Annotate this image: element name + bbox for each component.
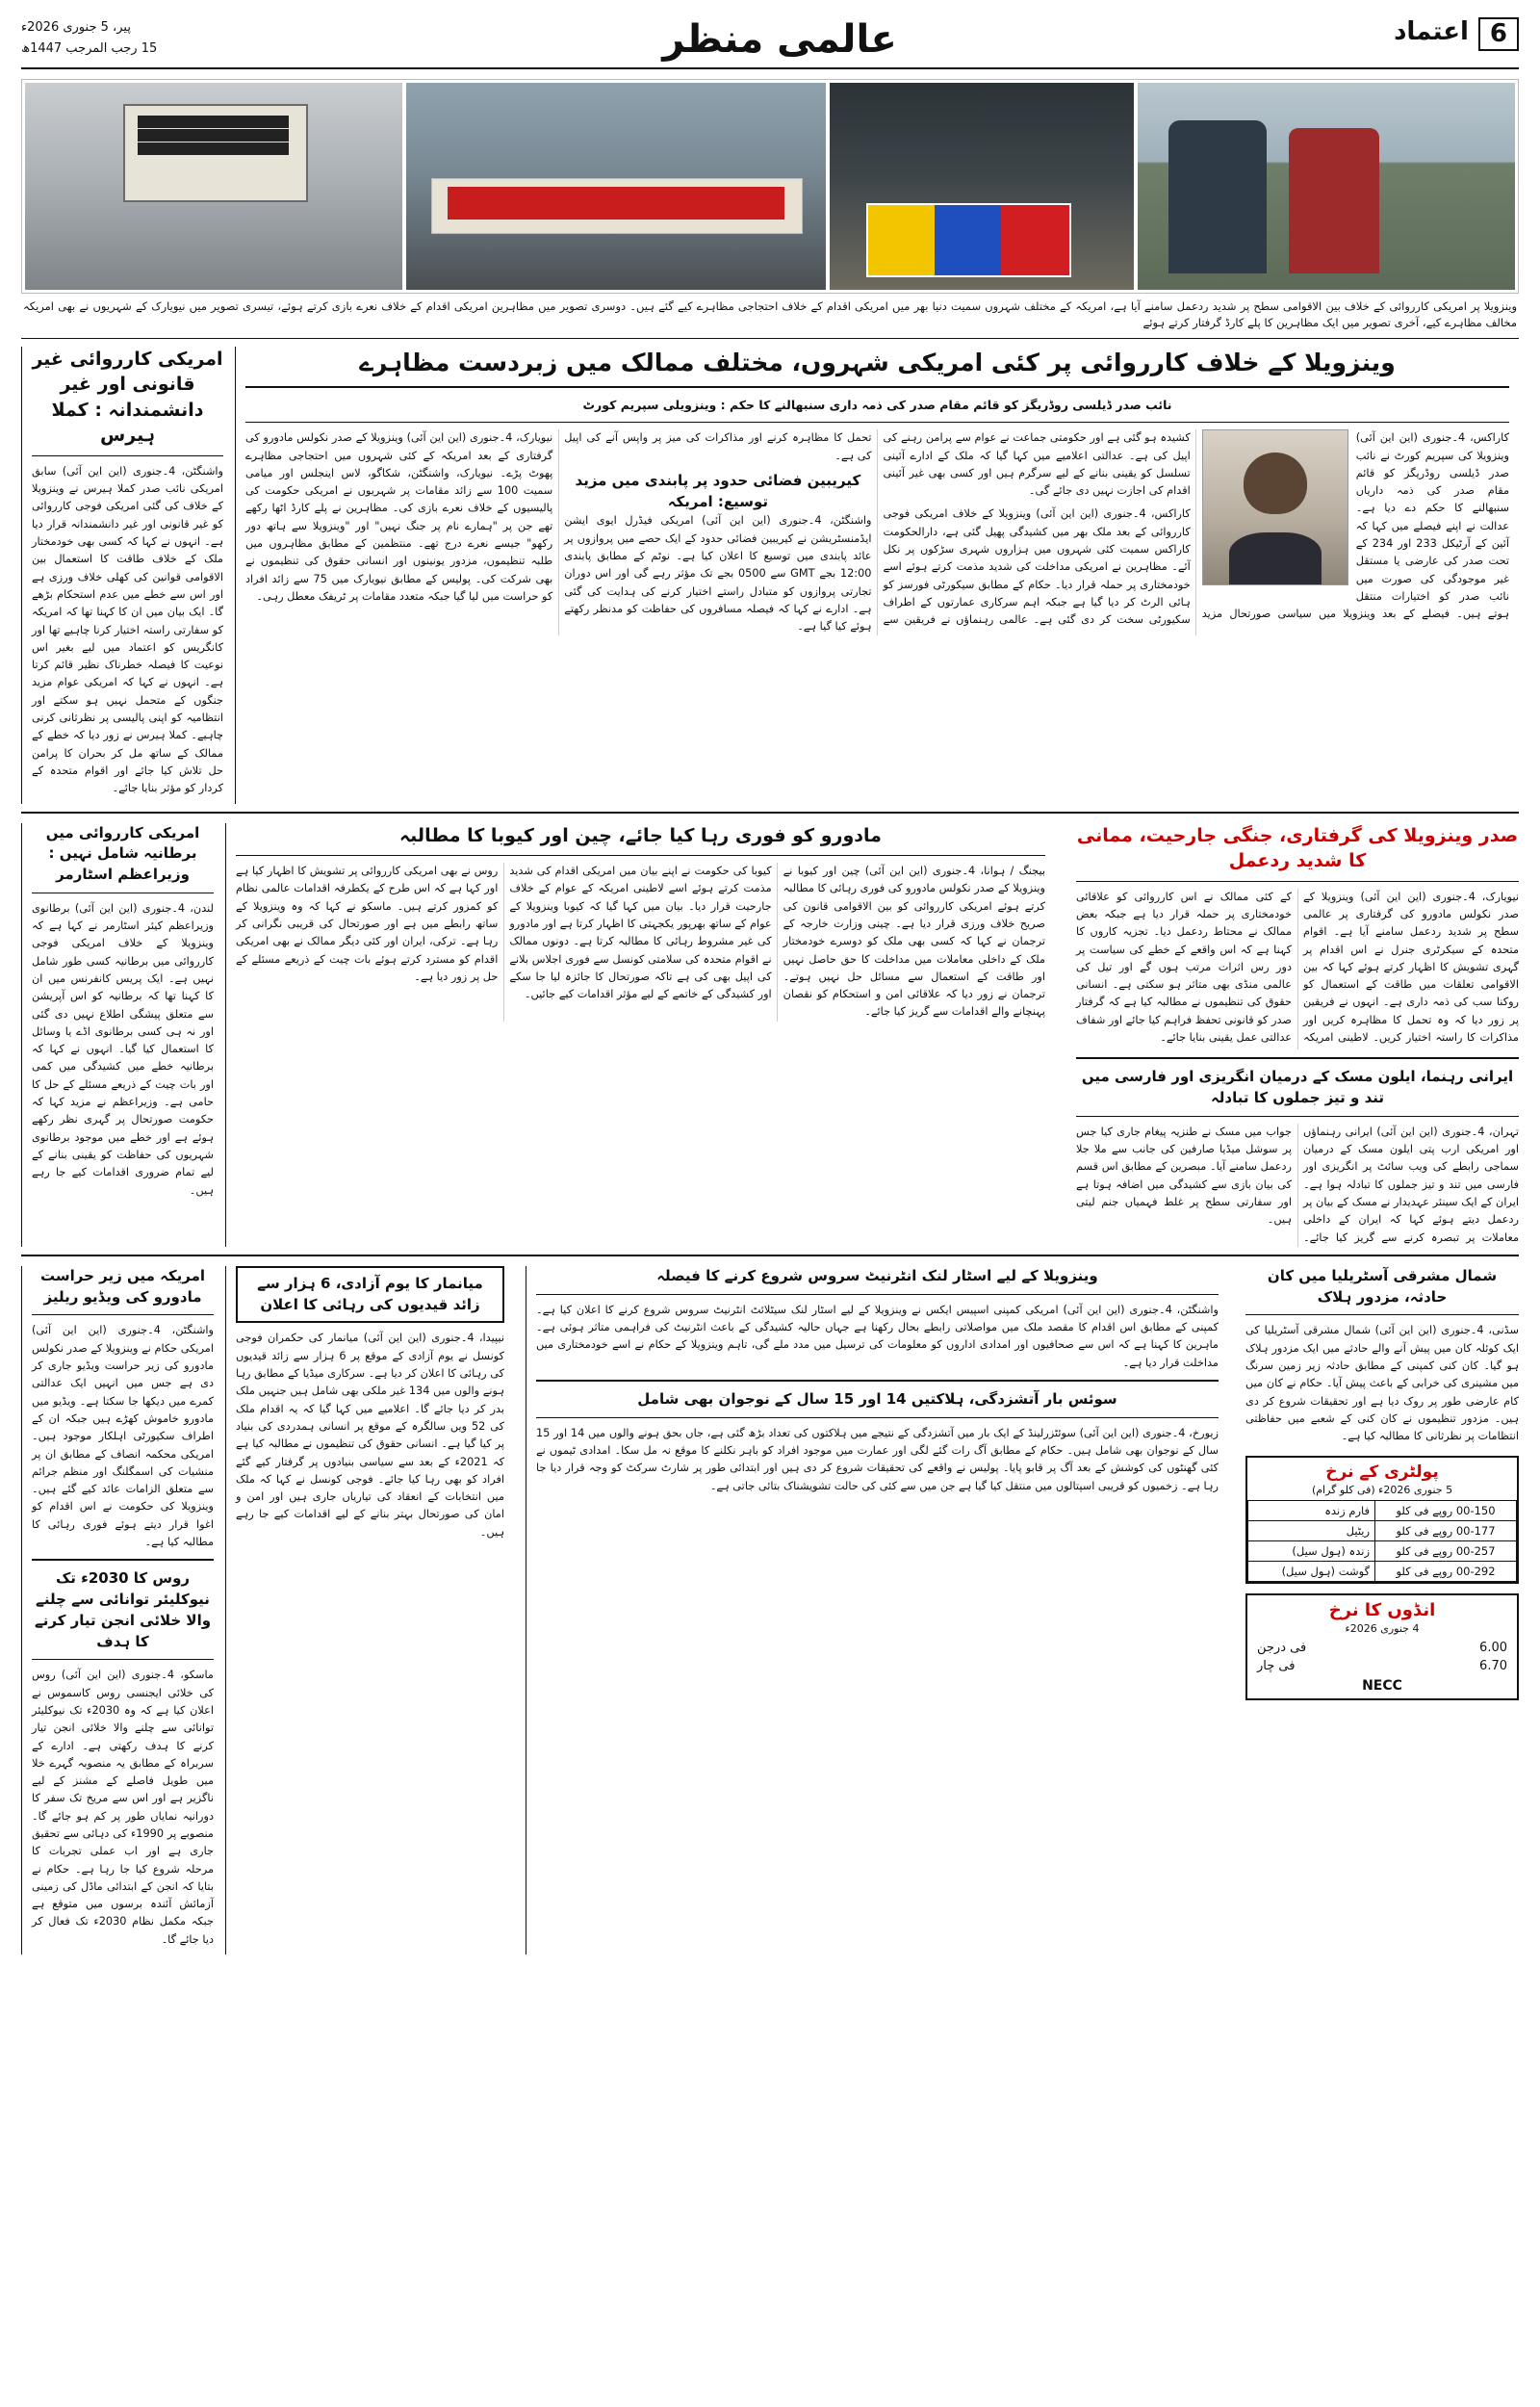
myanmar-headline-box bbox=[236, 1266, 504, 1324]
myanmar-body: نیپیدا، 4۔جنوری (این این آئی) میانمار کی حکمران فوجی کونسل نے یوم آزادی کے موقع پر 6 ہزار سے زائد قیدیوں کی رہائی کا اعلان کر دیا ہے۔ سرکاری میڈیا کے مطابق رہا ہونے والوں میں 134 غیر ملکی بھی شامل ہیں جنہیں ملک بدر کر دیا جائے گا۔ اعلامیے میں کہا گیا کہ یہ اقدام ملک کی 52 ویں سالگرہ کے موقع پر انسانی ہمدردی کی بنیاد پر کیا گیا ہے۔ انسانی حقوق کی تنظیموں نے مطالبہ کیا ہے کہ 2021ء کے بعد سے سیاسی بنیادوں پر گرفتار کیے گئے افراد کو بھی رہا کیا جائے۔ فوجی کونسل نے کہا کہ ملک میں انتخابات کے انعقاد کی تیاریاں جاری ہیں اور امن و امان کی صورتحال بہتر بنانے کے لیے اقدامات کیے جا رہے ہیں۔ bbox=[236, 1332, 504, 1539]
date-hijri: 15 رجب المرجب 1447ھ bbox=[21, 41, 158, 57]
lead-story bbox=[235, 347, 1519, 804]
poultry-price-0: 00-150 روپے فی کلو bbox=[1375, 1500, 1517, 1520]
venezuela-arrest-body: نیویارک، 4۔جنوری (این این آئی) وینزویلا کے صدر نکولس مادورو کی گرفتاری پر عالمی سطح پر شدید ردعمل سامنے آیا ہے۔ اقوام متحدہ کے سیکرٹری جنرل نے اس اقدام پر گہری تشویش کا اظہار کرتے ہوئے کہا کہ بین الاقوامی تعلقات میں طاقت کے استعمال کو روکنا سب کی ذمہ داری ہے۔ انہوں نے فریقین پر زور دیا کہ وہ تحمل کا مظاہرہ کریں اور مذاکرات کا راستہ اختیار کریں۔ لاطینی امریکہ کے کئی ممالک نے اس کارروائی کو علاقائی خودمختاری پر حملہ قرار دیا ہے جبکہ بعض ممالک نے محتاط ردعمل دیا۔ تجزیہ کاروں کا کہنا ہے کہ اس واقعے کے خطے کی سیاست پر دور رس اثرات مرتب ہوں گے اور تیل کی عالمی منڈی بھی متاثر ہو سکتی ہے۔ انسانی حقوق کی تنظیموں نے مطالبہ کیا ہے کہ گرفتار صدر کو قانونی تحفظ فراہم کیا جائے اور شفاف عدالتی عمل یقینی بنایا جائے۔ bbox=[1076, 890, 1519, 1045]
swiss-fire-body: زیورخ، 4۔جنوری (این این آئی) سوئٹزرلینڈ کے ایک بار میں آتشزدگی کے نتیجے میں ہلاکتوں کی تعداد بڑھ گئی ہے، جاں بحق ہونے والوں میں 14 اور 15 سال کے نوجوان بھی شامل ہیں۔ حکام کے مطابق آگ رات گئے لگی اور عمارت میں موجود افراد کو باہر نکلنے کا موقع نہ مل سکا۔ امدادی ٹیموں نے کئی گھنٹوں کی کوشش کے بعد آگ پر قابو پایا۔ پولیس نے واقعے کی تحقیقات شروع کر دی ہیں اور ابتدائی طور پر شارٹ سرکٹ کو وجہ قرار دیا جا رہا ہے۔ زخمیوں کو قریبی اسپتالوں میں منتقل کیا گیا ہے جن میں سے کئی کی حالت تشویشناک بتائی جاتی ہے۔ bbox=[536, 1426, 1219, 1492]
section-title: عالمی منظر bbox=[662, 17, 897, 62]
poultry-price-3: 00-292 روپے فی کلو bbox=[1375, 1561, 1517, 1581]
poultry-item-3: گوشت (ہول سیل) bbox=[1248, 1561, 1375, 1581]
venezuela-arrest-block bbox=[1066, 823, 1519, 1247]
poultry-rates-title: پولٹری کے نرخ bbox=[1325, 1462, 1439, 1482]
egg-label-1: فی چار bbox=[1257, 1658, 1296, 1673]
iran-musk-headline: ایرانی رہنما، ایلون مسک کے درمیان انگریزی اور فارسی میں تند و تیز جملوں کا تبادلہ bbox=[1081, 1068, 1514, 1107]
table-row bbox=[1248, 1520, 1517, 1540]
lead-body-2: کاراکس، 4۔جنوری (این این آئی) وینزویلا کے خلاف امریکی فوجی کارروائی کے بعد ملک بھر میں کشیدگی پھیل گئی ہے، دارالحکومت کاراکس سمیت کئی شہروں میں ہزاروں شہری سڑکوں پر نکل آئے۔ مظاہرین نے امریکی مداخلت کی شدید مذمت کرتے ہوئے اسے خودمختاری پر حملہ قرار دیا۔ حکام کے مطابق سیکورٹی فورسز کو ہائی الرٹ کر دیا گیا ہے جبکہ اہم سرکاری عمارتوں کے اطراف سکیورٹی سخت کر دی گئی ہے۔ عالمی رہنماؤں نے فریقین سے تحمل کا مظاہرہ کرنے اور مذاکرات کی میز پر واپس آنے کی اپیل کی ہے۔ bbox=[564, 431, 1191, 627]
egg-row-1 bbox=[1247, 1657, 1517, 1675]
lead-body-1: کاراکس، 4۔جنوری (این این آئی) وینزویلا کی سپریم کورٹ نے نائب صدر ڈیلسی روڈریگز کو قائم مقام صدر کی ذمہ داریاں سنبھالنے کا حکم دے دیا ہے۔ عدالت نے اپنے فیصلے میں کہا کہ آئین کے آرٹیکل 233 اور 234 کے تحت صدر کی عارضی یا مستقل غیر موجودگی کی صورت میں نائب صدر کو اختیارات منتقل ہوتے ہیں۔ فیصلے کے بعد وینزویلا میں سیاسی صورتحال مزید کشیدہ ہو گئی ہے اور حکومتی جماعت نے عوام سے پرامن رہنے کی اپیل کی ہے۔ عدالتی اعلامیے میں کہا گیا کہ ملک کے ادارے آئینی تسلسل کو یقینی بنانے کے لیے سرگرم ہیں اور کسی بھی غیر آئینی اقدام کی اجازت نہیں دی جائے گی۔ bbox=[883, 431, 1509, 621]
egg-rates-date: 4 جنوری 2026ء bbox=[1345, 1621, 1420, 1635]
kamala-body: واشنگٹن، 4۔جنوری (این این آئی) سابق امریکی نائب صدر کملا ہیرس نے وینزویلا کے خلاف کی گئی امریکی فوجی کارروائی کو غیر قانونی اور غیر دانشمندانہ قرار دیا ہے۔ انہوں نے کہا کہ کسی بھی خودمختار ملک کے خلاف طاقت کا استعمال بین الاقوامی قوانین کی کھلی خلاف ورزی ہے اور اس سے خطے میں عدم استحکام بڑھے گا۔ ایک بیان میں ان کا کہنا تھا کہ امریکہ کو سفارتی راستہ اختیار کرنا چاہیے تھا اور کانگریس کو اعتماد میں لیے بغیر اس نوعیت کا فیصلہ خطرناک نظیر قائم کرتا ہے۔ انہوں نے کہا کہ امریکی عوام مزید جنگوں کے متحمل نہیں ہو سکتے اور انتظامیہ کو اپنی پالیسی پر نظرثانی کرنی چاہیے۔ کملا ہیرس نے زور دیا کہ خطے کے ممالک کے ساتھ مل کر بحران کا پرامن حل تلاش کیا جائے اور اقوام متحدہ کے کردار کو مؤثر بنایا جائے۔ bbox=[32, 464, 223, 795]
kamala-headline: امریکی کارروائی غیر قانونی اور غیر دانشمندانہ : کملا ہیرس bbox=[32, 348, 223, 447]
starlink-body: واشنگٹن، 4۔جنوری (این این آئی) امریکی کمپنی اسپیس ایکس نے وینزویلا کے لیے اسٹار لنک سیٹلائٹ انٹرنیٹ سروس شروع کرنے کا اعلان کیا ہے۔ کمپنی کے مطابق اس اقدام کا مقصد ملک میں مواصلاتی رابطے بحال رکھنا ہے جہاں حالیہ کشیدگی کے باعث انٹرنیٹ کی فراہمی متاثر ہوئی ہے۔ ماہرین کا کہنا ہے کہ اس سے صحافیوں اور امدادی اداروں کو معلومات کی ترسیل میں مدد ملے گی، تاہم وینزویلا کے حکام نے اسے خودمختاری میں مداخلت قرار دیا ہے۔ bbox=[536, 1303, 1219, 1369]
lead-body-3: واشنگٹن، 4۔جنوری (این این آئی) امریکی فیڈرل ایوی ایشن ایڈمنسٹریشن نے کیریبین فضائی حدود کے ایک حصے میں پروازوں پر عائد پابندی میں توسیع کا اعلان کیا ہے۔ نوٹم کے مطابق پابندی 12:00 بجے GMT سے 0500 بجے تک مؤثر رہے گی اور اس دوران تجارتی پروازوں کو متبادل راستے اختیار کرنے کی ہدایت کی گئی ہے۔ ادارے نے کہا کہ فیصلہ مسافروں کی حفاظت کو مدنظر رکھتے ہوئے کیا گیا ہے۔ bbox=[564, 514, 872, 634]
poultry-item-1: ریٹیل bbox=[1248, 1520, 1375, 1540]
uk-starmer-headline: امریکی کارروائی میں برطانیہ شامل نہیں : وزیراعظم اسٹارمر bbox=[45, 823, 200, 884]
china-cuba-headline: مادورو کو فوری رہا کیا جائے، چین اور کیوبا کا مطالبہ bbox=[399, 824, 882, 846]
china-cuba-body-1: بیجنگ / ہوانا، 4۔جنوری (این این آئی) چین اور کیوبا نے وینزویلا کے صدر نکولس مادورو کی فوری رہائی کا مطالبہ کرتے ہوئے امریکی کارروائی کو بین الاقوامی قانون کی صریح خلاف ورزی قرار دیا ہے۔ چینی وزارت خارجہ کے ترجمان نے کہا کہ کسی بھی ملک کو دوسرے خودمختار ملک کے داخلی معاملات میں مداخلت کا حق حاصل نہیں اور طاقت کے استعمال سے مسائل حل نہیں ہوتے۔ ترجمان نے زور دیا کہ علاقائی امن و استحکام کو نقصان پہنچانے والے اقدامات سے گریز کیا جائے۔ bbox=[783, 865, 1045, 1019]
egg-rates-title: انڈوں کا نرخ bbox=[1328, 1599, 1436, 1620]
china-cuba-body-2: کیوبا کی حکومت نے اپنے بیان میں امریکی اقدام کی شدید مذمت کرتے ہوئے اسے لاطینی امریکہ کے عوام کے خلاف جارحیت قرار دیا۔ بیان میں کہا گیا کہ کیوبا وینزویلا کے عوام کے ساتھ بھرپور یکجہتی کا اظہار کرتا ہے اور مادورو کی غیر مشروط رہائی کا مطالبہ کرتا ہے۔ دونوں ممالک نے اقوام متحدہ کی سلامتی کونسل سے فوری اجلاس بلانے کی اپیل بھی کی ہے تاکہ صورتحال کا جائزہ لیا جا سکے اور کشیدگی کے خاتمے کے لیے مؤثر اقدامات کیے جائیں۔ bbox=[509, 865, 772, 1001]
starlink-headline: وینزویلا کے لیے اسٹار لنک انٹرنیٹ سروس شروع کرنے کا فیصلہ bbox=[656, 1266, 1098, 1284]
egg-value-1: 6.70 bbox=[1479, 1658, 1507, 1673]
date-gregorian: پیر، 5 جنوری 2026ء bbox=[21, 20, 131, 35]
russia-space-headline: روس کا 2030ء تک نیوکلیئر توانائی سے چلنے والا خلائی انجن تیار کرنے کا ہدف bbox=[34, 1569, 212, 1650]
egg-value-0: 6.00 bbox=[1479, 1640, 1507, 1655]
poultry-item-0: فارم زندہ bbox=[1248, 1500, 1375, 1520]
band-top bbox=[21, 347, 1519, 804]
lead-body-4: نیویارک، 4۔جنوری (این این آئی) وینزویلا کے صدر نکولس مادورو کی گرفتاری کے بعد امریکہ کے کئی شہروں میں احتجاجی مظاہرے پھوٹ پڑے۔ نیویارک، واشنگٹن، شکاگو، لاس اینجلس اور میامی سمیت 100 سے زائد مقامات پر شہریوں نے امریکی حکومت کی پالیسیوں کے خلاف نعرے بازی کی۔ مظاہرین نے پلے کارڈ اٹھا رکھے تھے جن پر "ہمارے نام پر جنگ نہیں" اور "وینزویلا سے ہاتھ دور رکھو" جیسے نعرے درج تھے۔ منتظمین کے مطابق مظاہروں میں طلبہ تنظیموں، مزدور یونینوں اور انسانی حقوق کی تنظیموں نے بھی شرکت کی۔ پولیس کے مطابق نیویارک میں 75 سے زائد افراد کو حراست میں لیا گیا جبکہ متعدد مقامات پر ٹریفک معطل رہی۔ bbox=[245, 431, 553, 603]
egg-rates-footer: NECC bbox=[1362, 1677, 1402, 1694]
poultry-price-1: 00-177 روپے فی کلو bbox=[1375, 1520, 1517, 1540]
table-row bbox=[1248, 1561, 1517, 1581]
table-row bbox=[1248, 1540, 1517, 1561]
band-bottom bbox=[21, 1266, 1519, 1954]
uk-starmer-body: لندن، 4۔جنوری (این این آئی) برطانوی وزیراعظم کیئر اسٹارمر نے کہا ہے کہ وینزویلا کے خلاف امریکی فوجی کارروائی میں برطانیہ کسی طور شامل نہیں ہے۔ ایک پریس کانفرنس میں ان کا کہنا تھا کہ برطانیہ کو اس آپریشن سے متعلق پیشگی اطلاع نہیں دی گئی اور نہ ہی کسی برطانوی اڈے یا وسائل کا استعمال کیا گیا۔ انہوں نے کہا کہ برطانیہ خطے میں کشیدگی میں کمی اور بات چیت کے ذریعے مسئلے کے حل کا حامی ہے۔ وزیراعظم نے مزید کہا کہ حکومت صورتحال پر گہری نظر رکھے ہوئے ہے اور خطے میں موجود برطانوی شہریوں کی حفاظت کو یقینی بنانے کے لیے تمام ضروری اقدامات کیے جا رہے ہیں۔ bbox=[32, 901, 214, 1197]
poultry-rates-box bbox=[1245, 1456, 1519, 1584]
russia-space-body: ماسکو، 4۔جنوری (این این آئی) روس کی خلائی ایجنسی روس کاسموس نے اعلان کیا ہے کہ وہ 2030ء تک نیوکلیئر توانائی سے چلنے والا خلائی انجن تیار کرنے کا ہدف رکھتی ہے۔ ادارے کے سربراہ کے مطابق یہ منصوبہ گہرے خلا میں طویل فاصلے کے مشنز کے لیے ناگزیر ہے اور اس سے مریخ تک سفر کا دورانیہ نمایاں طور پر کم ہو جائے گا۔ منصوبے پر 1990ء کی دہائی سے تحقیق جاری ہے اور اب عملی تجربات کا مرحلہ شروع کیا جا رہا ہے۔ حکام نے بتایا کہ انجن کے ابتدائی ماڈل کی زمینی آزمائش آئندہ برسوں میں متوقع ہے جبکہ مکمل نظام 2030ء تک فعال کر دیا جائے گا۔ bbox=[32, 1669, 215, 1946]
rates-and-australia bbox=[1240, 1266, 1519, 1954]
delcy-rodriguez-portrait bbox=[1202, 429, 1348, 585]
egg-rates-box bbox=[1245, 1593, 1519, 1700]
venezuela-arrest-headline: صدر وینزویلا کی گرفتاری، جنگی جارحیت، ممانی کا شدید ردعمل bbox=[1076, 824, 1519, 872]
poultry-item-2: زندہ (ہول سیل) bbox=[1248, 1540, 1375, 1561]
lead-subhead-mid: کیریبین فضائی حدود پر پابندی میں مزید توسیع: امریکہ bbox=[575, 471, 861, 510]
protest-police-photo bbox=[1138, 83, 1515, 290]
egg-row-0 bbox=[1247, 1639, 1517, 1657]
god-mess-america-photo bbox=[25, 83, 402, 290]
poultry-rates-date: 5 جنوری 2026ء (فی کلو گرام) bbox=[1311, 1483, 1453, 1496]
internet-swiss-block bbox=[526, 1266, 1228, 1954]
masthead bbox=[21, 17, 1519, 69]
lead-headline: وینزویلا کے خلاف کارروائی پر کئی امریکی شہروں، مختلف ممالک میں زبردست مظاہرے bbox=[359, 348, 1396, 376]
maduro-video-russia-block bbox=[21, 1266, 214, 1954]
myanmar-story bbox=[225, 1266, 514, 1954]
venezuela-flag-photo bbox=[830, 83, 1134, 290]
masthead-left bbox=[1394, 17, 1519, 51]
paper-name: اعتماد bbox=[1394, 17, 1469, 46]
china-cuba-body-3: روس نے بھی امریکی کارروائی پر تشویش کا اظہار کیا ہے اور کہا ہے کہ اس طرح کے یکطرفہ اقدامات عالمی نظام کو کمزور کرتے ہیں۔ ماسکو نے کہا کہ وہ وینزویلا کے ساتھ رابطے میں ہے اور صورتحال کی قریبی نگرانی کر رہا ہے۔ ترکی، ایران اور کئی دیگر ممالک نے بھی امریکی اقدام کو مسترد کرتے ہوئے بات چیت کے ذریعے مسئلے کے حل پر زور دیا ہے۔ bbox=[236, 865, 499, 983]
maduro-video-headline: امریکہ میں زیر حراست مادورو کی ویڈیو ریلیز bbox=[40, 1266, 205, 1306]
iran-musk-body: تہران، 4۔جنوری (این این آئی) ایرانی رہنماؤں اور امریکی ارب پتی ایلون مسک کے درمیان سماجی رابطے کی ویب سائٹ پر انگریزی اور فارسی میں تند و تیز جملوں کا تبادلہ ہوا ہے۔ ایران کے ایک سینئر عہدیدار نے مسک کے بیان پر ردعمل دیتے ہوئے کہا کہ ایران کے داخلی معاملات پر تبصرہ کرنے سے گریز کیا جائے۔ جواب میں مسک نے طنزیہ پیغام جاری کیا جس پر سوشل میڈیا صارفین کی جانب سے ملا جلا ردعمل سامنے آیا۔ مبصرین کے مطابق اس قسم کی بیان بازی سے کشیدگی میں اضافہ ہوتا ہے اور سفارتی سطح پر غلط فہمیاں جنم لیتی ہیں۔ bbox=[1076, 1125, 1519, 1244]
band-middle bbox=[21, 823, 1519, 1247]
maduro-video-body: واشنگٹن، 4۔جنوری (این این آئی) امریکی حکام نے وینزویلا کے صدر نکولس مادورو کی زیر حراست ویڈیو جاری کر دی ہے جس میں انہیں ایک عدالتی کمرے میں دیکھا جا سکتا ہے۔ ویڈیو میں مادورو خاموش کھڑے ہیں جبکہ ان کے اطراف سکیورٹی اہلکار موجود ہیں۔ امریکی محکمہ انصاف کے مطابق ان پر منشیات کی اسمگلنگ اور منظم جرائم سے متعلق الزامات عائد کیے گئے ہیں۔ وینزویلا کی حکومت نے اس اقدام کو اغوا قرار دیتے ہوئے فوری رہائی کا مطالبہ کیا ہے۔ bbox=[32, 1324, 215, 1549]
australia-mine-body: سڈنی، 4۔جنوری (این این آئی) شمال مشرقی آسٹریلیا کی ایک کوئلہ کان میں پیش آنے والے حادثے میں ایک مزدور ہلاک ہو گیا۔ کان کنی کمپنی کے مطابق حادثہ زیر زمین سرنگ میں مشینری کی خرابی کے باعث پیش آیا۔ حکام نے کان میں کام عارضی طور پر روک دیا ہے اور تحقیقات شروع کر دی ہیں۔ مزدور تنظیموں نے کان کنی کے شعبے میں حفاظتی انتظامات پر نظرثانی کا مطالبہ کیا ہے۔ bbox=[1245, 1324, 1519, 1443]
poultry-price-2: 00-257 روپے فی کلو bbox=[1375, 1540, 1517, 1561]
lead-subheadline: نائب صدر ڈیلسی روڈریگز کو قائم مقام صدر کی ذمہ داری سنبھالنے کا حکم : وینزویلی سپریم کورٹ bbox=[582, 398, 1172, 413]
page-number: 6 bbox=[1478, 17, 1519, 51]
banner-rally-photo bbox=[406, 83, 827, 290]
kamala-harris-story bbox=[21, 347, 223, 804]
poultry-rates-table bbox=[1247, 1500, 1517, 1582]
egg-label-0: فی درجن bbox=[1257, 1640, 1307, 1655]
china-cuba-story bbox=[225, 823, 1055, 1247]
australia-mine-headline: شمال مشرقی آسٹریلیا میں کان حادثہ، مزدور ہلاک bbox=[1267, 1266, 1498, 1306]
photo-strip bbox=[21, 79, 1519, 294]
masthead-date bbox=[21, 17, 166, 60]
myanmar-headline: میانمار کا یوم آزادی، 6 ہزار سے زائد قیدیوں کی رہائی کا اعلان bbox=[257, 1274, 483, 1313]
uk-starmer-story bbox=[21, 823, 214, 1247]
masthead-center bbox=[166, 17, 1394, 62]
table-row bbox=[1248, 1500, 1517, 1520]
swiss-fire-headline: سوئس بار آتشزدگی، ہلاکتیں 14 اور 15 سال کے نوجوان بھی شامل bbox=[637, 1389, 1117, 1408]
photo-strip-caption: وینزویلا پر امریکی کارروائی کے خلاف بین الاقوامی سطح پر شدید ردعمل سامنے آیا ہے، امریکہ کے مختلف شہروں سمیت دنیا بھر میں امریکی اقدام کے خلاف احتجاجی مظاہرے کیے گئے ہیں۔ دوسری تصویر میں مظاہرین امریکی اقدام کے خلاف نعرے بازی کرتے ہوئے، تیسری تصویر میں نیویارک کے شہریوں نے بھی امریکہ مخالف مظاہرے کیے، آخری تصویر میں ایک مظاہرین کا پلے کارڈ گرفتار کرتے ہوئے bbox=[21, 294, 1519, 339]
